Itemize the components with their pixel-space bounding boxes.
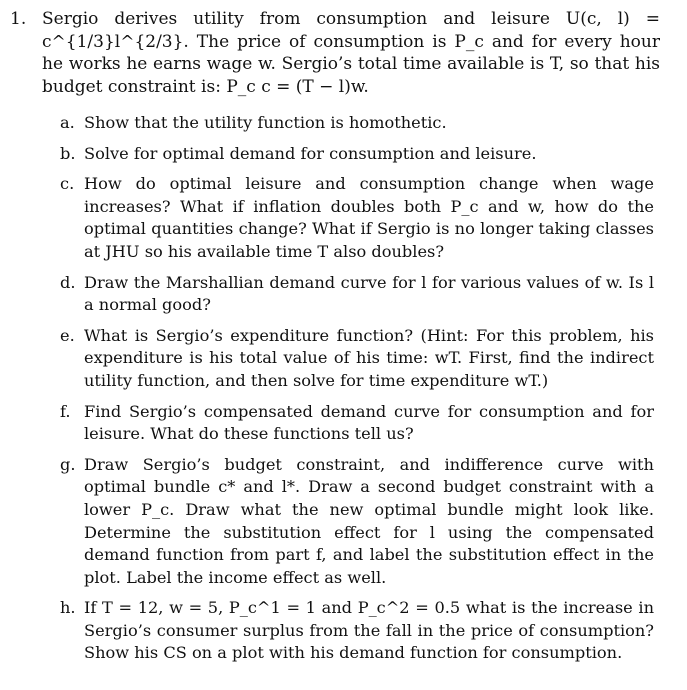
part-text: Find Sergio’s compensated demand curve for consumption and for leisure. What do these functions tell us? xyxy=(84,401,654,444)
part-letter: d. xyxy=(60,272,76,292)
part-text: How do optimal leisure and consumption change when wage increases? What if inflation doubles both P_c and w, how do the optimal quantities change? What if Sergio is no longer taking classes at JHU so his available time T also doubles? xyxy=(84,174,654,261)
part-letter: b. xyxy=(60,143,76,163)
part-e xyxy=(60,325,654,393)
part-text: Draw the Marshallian demand curve for l for various values of w. Is l a normal good? xyxy=(84,272,654,315)
part-text: Show that the utility function is homothetic. xyxy=(84,113,447,132)
part-f xyxy=(60,401,654,446)
part-h xyxy=(60,597,654,665)
part-text: Solve for optimal demand for consumption and leisure. xyxy=(84,143,537,163)
problem-number: 1. xyxy=(10,9,27,29)
part-letter: f. xyxy=(60,401,71,421)
part-text: Draw Sergio’s budget constraint, and indifference curve with optimal bundle c* and l*. Draw a second budget constraint with a lower P_c. Draw what the new optimal bundle might look like. Determine the substitution effect for l using the compensated demand function from part f, and label the substitution effect in the plot. Label the income effect as well. xyxy=(84,454,654,587)
problem-parts xyxy=(60,112,654,673)
part-g xyxy=(60,454,654,590)
part-b xyxy=(60,143,654,166)
problem-1 xyxy=(10,8,670,98)
part-letter: h. xyxy=(60,598,76,618)
part-letter: c. xyxy=(60,174,75,194)
part-text: If T = 12, w = 5, P_c^1 = 1 and P_c^2 = 0.5 what is the increase in Sergio’s consumer surplus from the fall in the price of consumption? Show his CS on a plot with his demand function for consumption. xyxy=(84,598,654,663)
problem-intro: Sergio derives utility from consumption and leisure U(c, l) = c^{1/3}l^{2/3}. The price of consumption is P_c and for every hour he works he earns wage w. Sergio’s total time available is T, so that his budget constraint is: P_c c = (T − l)w. xyxy=(42,9,660,97)
part-letter: a. xyxy=(60,113,75,132)
part-a xyxy=(60,112,654,135)
part-letter: g. xyxy=(60,454,76,474)
part-c xyxy=(60,173,654,263)
problem-heading xyxy=(10,8,670,98)
part-d xyxy=(60,272,654,317)
part-text: What is Sergio’s expenditure function? (Hint: For this problem, his expenditure is his total value of his time: wT. First, find the indirect utility function, and then solve for time expenditure wT.) xyxy=(84,325,654,390)
part-letter: e. xyxy=(60,325,75,345)
